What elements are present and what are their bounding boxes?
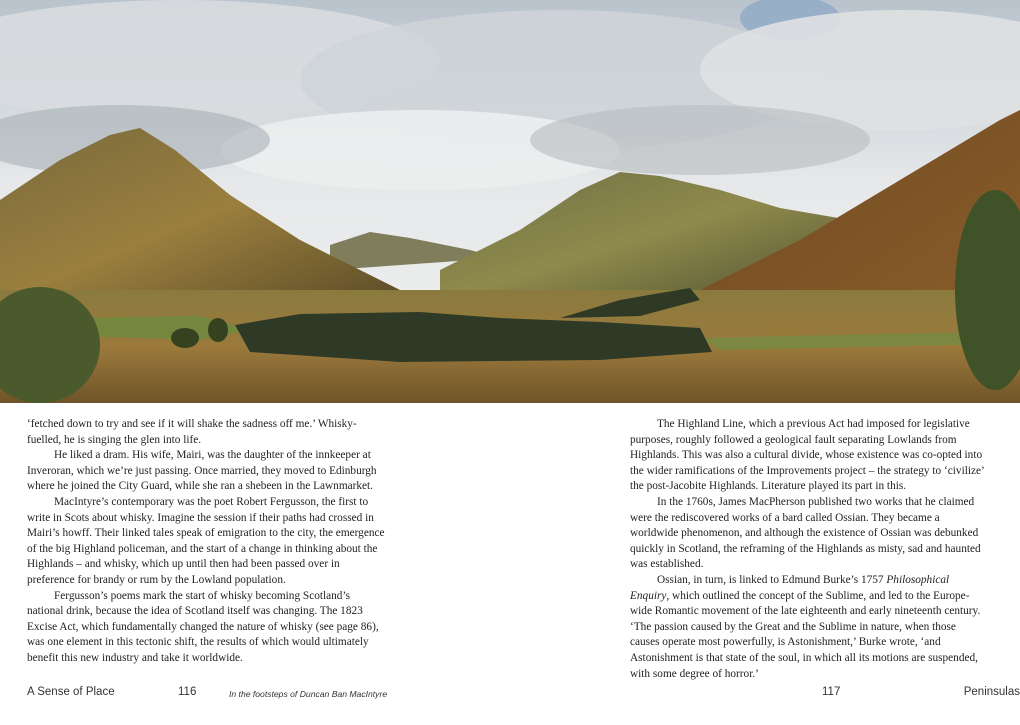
running-title: In the footsteps of Duncan Ban MacIntyre — [229, 689, 388, 699]
paragraph: ‘fetched down to try and see if it will shake the sadness off me.’ Whisky-fuelled, he is singing the glen into life. — [27, 418, 357, 446]
paragraph-text: Ossian, in turn, is linked to Edmund Burke’s 1757 — [657, 573, 887, 586]
paragraph-text: , which outlined the concept of the Sublime, and led to the Europe-wide Romantic movement of the late eighteenth and early nineteenth century. ‘The passion caused by the Great and the Sublime in nature, when those causes operate most powerfully, is Astonishment,’ Burke wrote, ‘and Astonishment is that state of the soul, in which all its motions are suspended, with some degree of horror.’ — [630, 589, 981, 680]
footer-section-title-left: A Sense of Place — [27, 686, 115, 698]
page-number-right: 117 — [822, 686, 841, 698]
paragraph: The Highland Line, which a previous Act had imposed for legislative purposes, roughly followed a geological fault separating Lowlands from Highlands. This was also a cultural divide, whose existence was co-opted into the wider ramifications of the Improvements project – the strategy to ‘civilize’ the post-Jacobite Highlands. Literature played its part in this. — [630, 418, 984, 493]
footer-section-title-right: Peninsulas — [963, 686, 1020, 698]
paragraph: Fergusson’s poems mark the start of whisky becoming Scotland’s national drink, because the idea of Scotland itself was changing. The 1823 Excise Act, which fundamentally changed the nature of whisky (see page 86), was one element in this tectonic shift, the results of which would ultimately benefit this new industry and take it worldwide. — [27, 589, 379, 664]
left-text-column — [27, 417, 385, 667]
right-text-column — [630, 417, 988, 682]
paragraph — [630, 573, 988, 682]
book-title-italic: Philosophical Enquiry — [630, 573, 950, 602]
paragraph: MacIntyre’s contemporary was the poet Robert Fergusson, the first to write in Scots about whisky. Imagine the session if their paths had crossed in Mairi’s howff. Their linked tales speak of emigration to the city, the emergence of the big Highland policeman, and the start of a change in thinking about the Highlands – and whisky, which up until then had been passed over in preference for brandy or rum by the Lowland population. — [27, 495, 385, 586]
page-number-left: 116 — [178, 686, 197, 698]
paragraph: He liked a dram. His wife, Mairi, was the daughter of the innkeeper at Inveroran, which we’re just passing. Once married, they moved to Edinburgh where he joined the City Guard, while she ran a shebeen in the Lawnmarket. — [27, 449, 377, 493]
paragraph: In the 1760s, James MacPherson published two works that he claimed were the rediscovered works of a bard called Ossian. They became a worldwide phenomenon, and although the existence of Ossian was debunked quickly in Scotland, the reframing of the Highlands as misty, sad and haunted was established. — [630, 495, 981, 571]
